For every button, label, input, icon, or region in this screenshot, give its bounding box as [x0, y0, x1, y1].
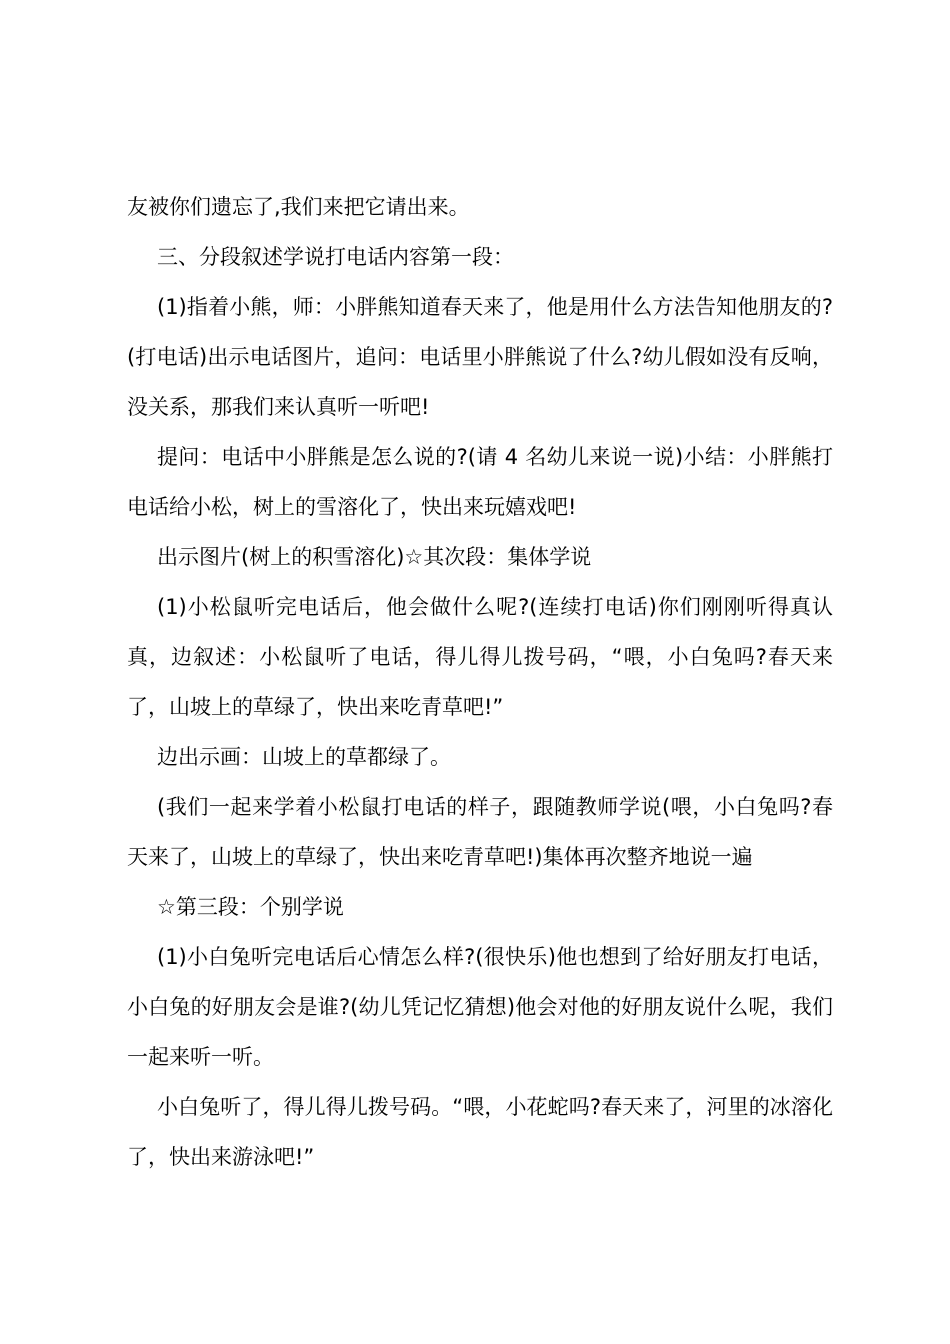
paragraph-6: (1)小松鼠听完电话后，他会做什么呢?(连续打电话)你们刚刚听得真认真，边叙述：小松鼠听了电话，得儿得儿拨号码，“喂，小白兔吗?春天来了，山坡上的草绿了，快出来吃青草吧!”	[127, 595, 833, 719]
paragraph-10: (1)小白兔听完电话后心情怎么样?(很快乐)他也想到了给好朋友打电话，小白兔的好朋友会是谁?(幼儿凭记忆猜想)他会对他的好朋友说什么呢，我们一起来听一听。	[127, 945, 833, 1069]
paragraph-7: 边出示画：山坡上的草都绿了。	[157, 745, 451, 769]
paragraph-4: 提问：电话中小胖熊是怎么说的?(请 4 名幼儿来说一说)小结：小胖熊打电话给小松，树上的雪溶化了，快出来玩嬉戏吧!	[127, 445, 833, 519]
paragraph-9: ☆第三段：个别学说	[157, 895, 344, 919]
document-page	[127, 182, 833, 1182]
paragraph-11: 小白兔听了，得儿得儿拨号码。“喂，小花蛇吗?春天来了，河里的冰溶化了，快出来游泳吧!”	[127, 1095, 833, 1169]
paragraph-8: (我们一起来学着小松鼠打电话的样子，跟随教师学说(喂，小白兔吗?春天来了，山坡上的草绿了，快出来吃青草吧!)集体再次整齐地说一遍	[127, 795, 833, 869]
paragraph-1: 友被你们遗忘了,我们来把它请出来。	[127, 195, 470, 219]
paragraph-3: (1)指着小熊，师：小胖熊知道春天来了，他是用什么方法告知他朋友的?(打电话)出示电话图片，追问：电话里小胖熊说了什么?幼儿假如没有反响，没关系，那我们来认真听一听吧!	[127, 295, 833, 419]
paragraph-2: 三、分段叙述学说打电话内容第一段：	[157, 245, 514, 269]
paragraph-5: 出示图片(树上的积雪溶化)☆其次段：集体学说	[157, 545, 592, 569]
